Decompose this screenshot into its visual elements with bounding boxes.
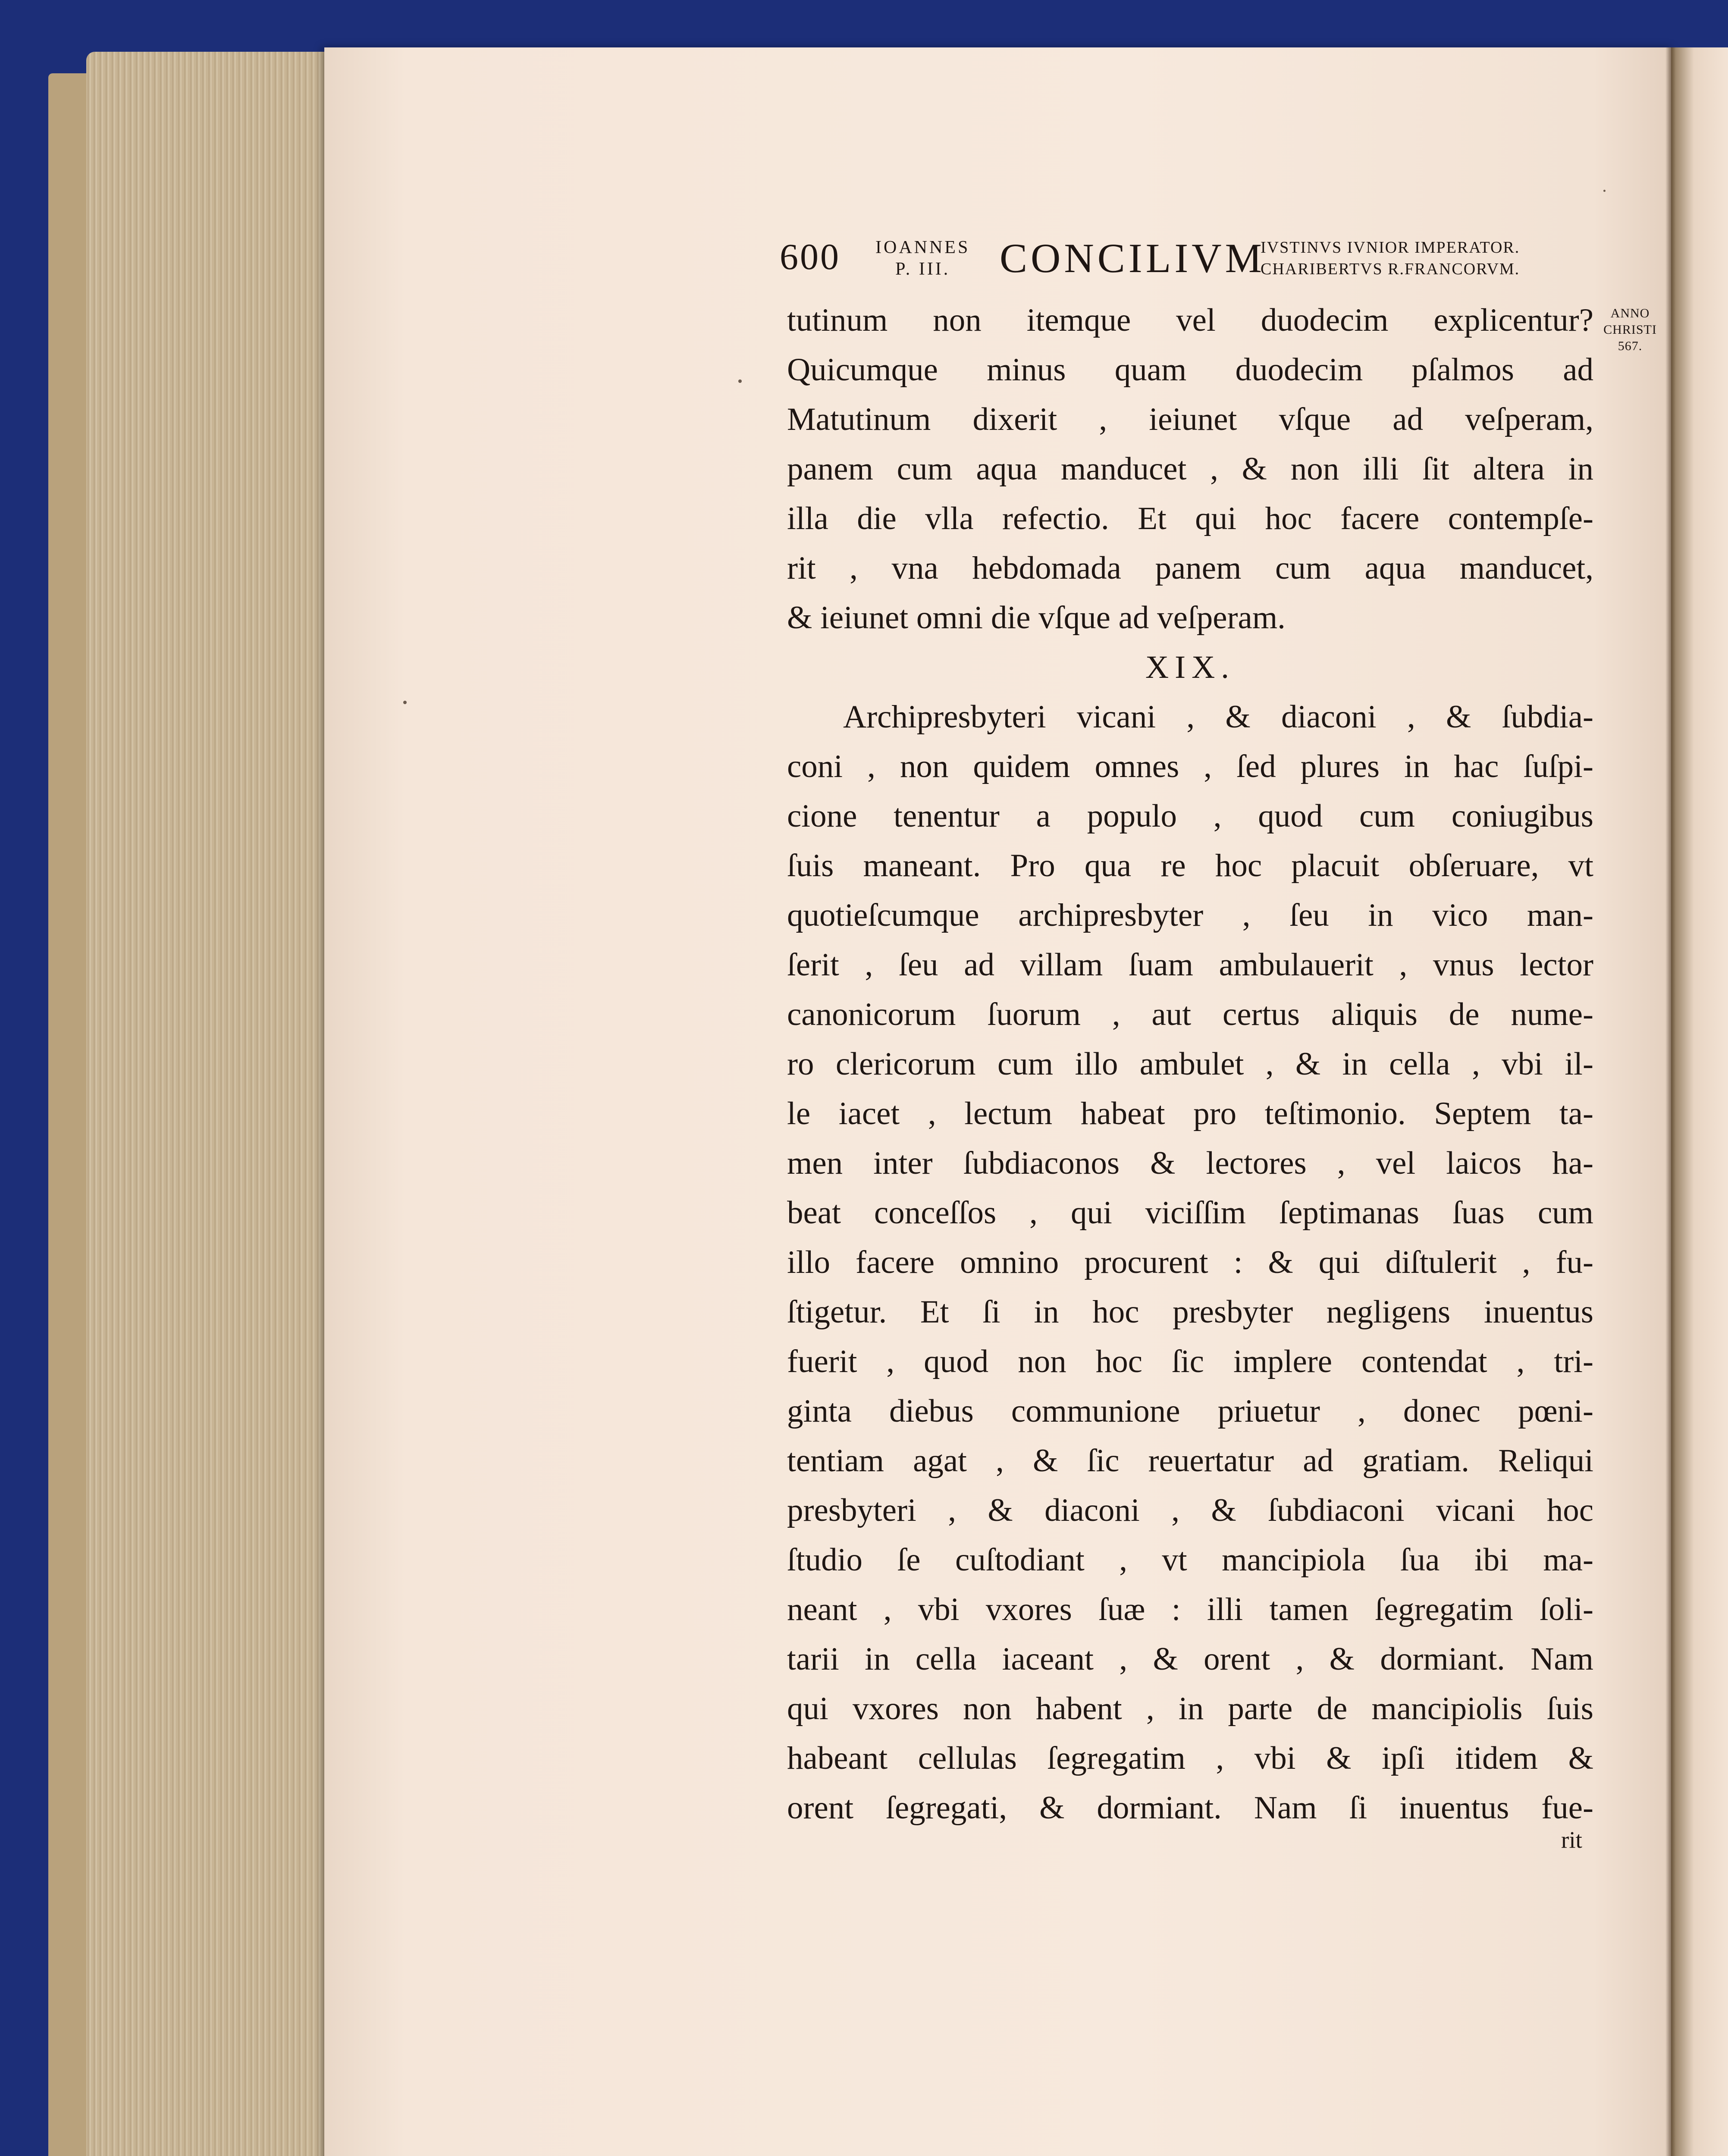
text-line: ſuis maneant. Pro qua re hoc placuit obſeruare, vt [787,848,1593,884]
text-line: rit , vna hebdomada panem cum aqua manducet, [787,550,1593,586]
text-line: habeant cellulas ſegregatim , vbi & ipſi itidem & [787,1740,1593,1776]
text-line: quotieſcumque archipresbyter , ſeu in vico man- [787,897,1593,933]
ink-speck [403,701,407,704]
text-line: ſerit , ſeu ad villam ſuam ambulauerit , vnus lector [787,947,1593,983]
margin-note-line-3: 567. [1618,339,1643,353]
page-edges [86,52,328,2156]
text-line: neant , vbi vxores ſuæ : illi tamen ſegregatim ſoli- [787,1592,1593,1627]
text-line: presbyteri , & diaconi , & ſubdiaconi vicani hoc [787,1492,1593,1528]
text-line: ro clericorum cum illo ambulet , & in cella , vbi il- [787,1046,1593,1082]
text-line: Matutinum dixerit , ieiunet vſque ad veſperam, [787,401,1593,437]
text-line: tentiam agat , & ſic reuertatur ad gratiam. Reliqui [787,1443,1593,1479]
pope-line-1: IOANNES [875,238,970,257]
text-line: le iacet , lectum habeat pro teſtimonio. Septem ta- [787,1096,1593,1131]
page-number: 600 [780,236,840,277]
catchword: rit [1561,1827,1582,1853]
gutter-fold [1665,47,1676,2156]
margin-note-year [1598,305,1662,354]
pope-name [875,237,970,280]
text-line: tarii in cella iaceant , & orent , & dormiant. Nam [787,1641,1593,1677]
text-line: cione tenentur a populo , quod cum coniugibus [787,798,1593,834]
text-line: Archipresbyteri vicani , & diaconi , & ſubdia- [843,699,1593,735]
facing-page-edge [1671,47,1728,2156]
text-line: beat conceſſos , qui viciſſim ſeptimanas ſuas cum [787,1195,1593,1231]
pope-line-2: P. III. [895,259,950,279]
ink-speck [1603,190,1606,192]
text-line: ſtudio ſe cuſtodiant , vt mancipiola ſua ibi ma- [787,1542,1593,1578]
text-line: qui vxores non habent , in parte de mancipiolis ſuis [787,1691,1593,1727]
text-line: orent ſegregati, & dormiant. Nam ſi inuentus fue- [787,1790,1593,1826]
ink-speck [738,379,742,383]
text-line: coni , non quidem omnes , ſed plures in hac ſuſpi- [787,749,1593,784]
margin-note-line-1: ANNO [1610,306,1650,320]
text-line: tutinum non itemque vel duodecim explicentur? [787,302,1593,338]
text-line: illa die vlla refectio. Et qui hoc facere contempſe- [787,501,1593,536]
margin-note-line-2: CHRISTI [1603,323,1657,337]
text-line: ſtigetur. Et ſi in hoc presbyter negligens inuentus [787,1294,1593,1330]
text-line: ginta diebus communione priuetur , donec pœni- [787,1393,1593,1429]
running-head [780,231,1590,291]
body-text [787,295,1593,1833]
ruler-line-2: CHARIBERTVS R.FRANCORVM. [1261,260,1520,278]
rulers [1261,237,1520,280]
ruler-line-1: IVSTINVS IVNIOR IMPERATOR. [1261,238,1520,257]
running-title: CONCILIVM [1000,235,1265,281]
text-line: & ieiunet omni die vſque ad veſperam. [787,600,1286,636]
text-line: fuerit , quod non hoc ſic implere contendat , tri- [787,1344,1593,1379]
text-line: men inter ſubdiaconos & lectores , vel laicos ha- [787,1145,1593,1181]
text-line: panem cum aqua manducet , & non illi ſit altera in [787,451,1593,487]
text-line: illo facere omnino procurent : & qui diſtulerit , fu- [787,1244,1593,1280]
text-line: canonicorum ſuorum , aut certus aliquis de nume- [787,997,1593,1032]
canon-heading: XIX. [1145,649,1236,685]
text-line: Quicumque minus quam duodecim pſalmos ad [787,352,1593,388]
